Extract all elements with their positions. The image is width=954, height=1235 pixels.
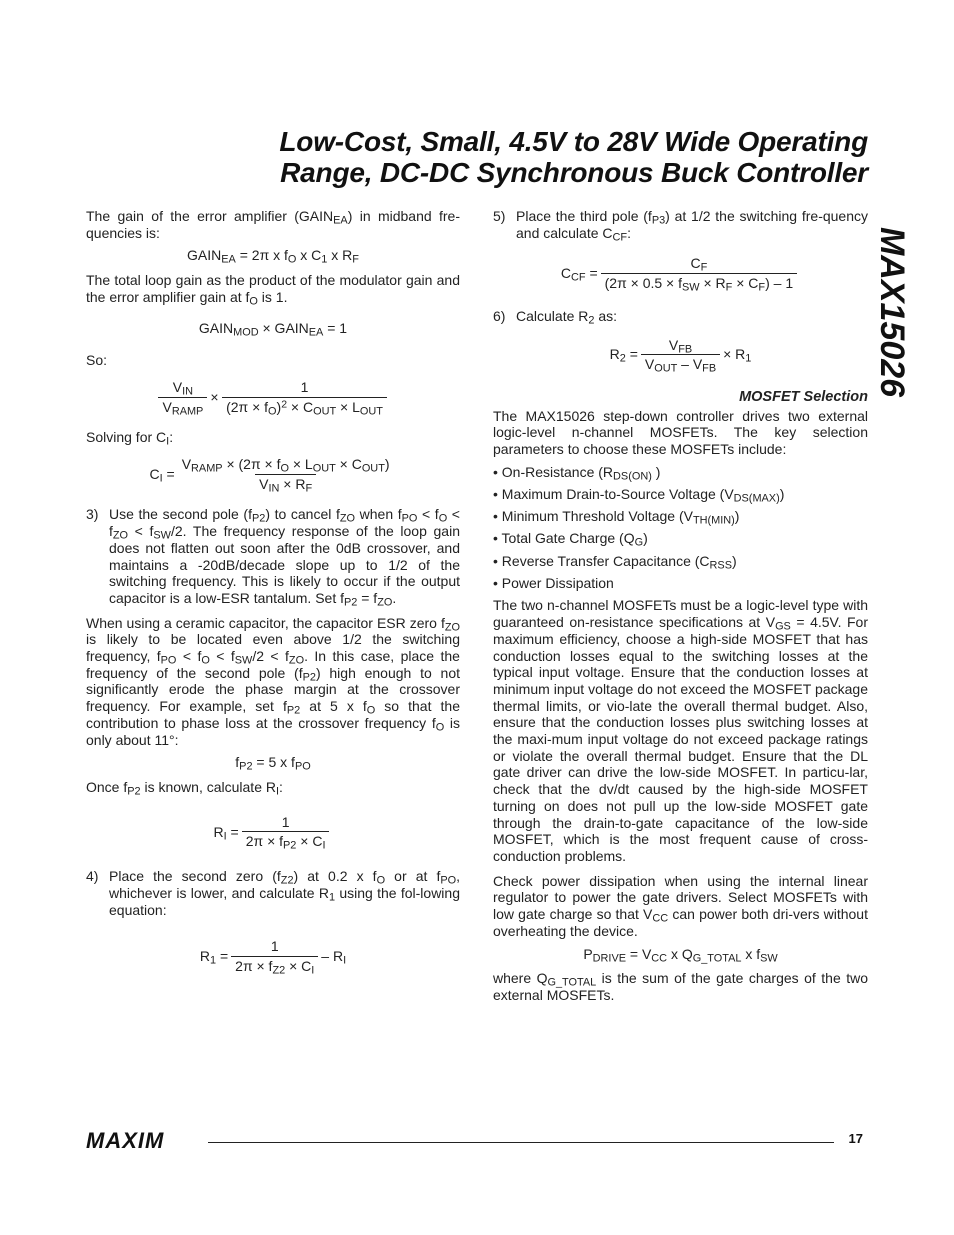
paragraph: So: (86, 352, 108, 369)
paragraph: where $Q_{G\_TOTAL}$ is the sum of the gate charges of the two external MOSFETs. (493, 970, 868, 1003)
page-title: Low-Cost, Small, 4.5V to 28V Wide Operating Range, DC-DC Synchronous Buck Controller (279, 126, 868, 188)
paragraph: Check power dissipation when using the internal linear regulator to power the gate drivers. Select MOSFETs with low gate charge so that $V_{CC}$ can power both dri-vers without overheating the device. (493, 872, 868, 939)
paragraph: Once $f_{P2}$ is known, calculate $R_I$: (86, 778, 283, 798)
equation-pdrive: $P_{DRIVE} = V_{CC}$ x $Q_{G\_TOTAL}$ x $f_{SW}$ (583, 945, 778, 965)
equation-fp2: $f_{P2} = 5$ x $f_{PO}$ (235, 754, 311, 773)
list-item: 5) Place the third pole $(f_{P3})$ at 1/2 the switching fre-quency and calculate $C_{CF}$: (493, 208, 869, 244)
equation-ci: $C_I$ = $\frac{V_{RAMP} \times (2\pi \times f_O \times L_{OUT} \times C_{OUT})}{V_{IN} \times R_F}$ (149, 456, 390, 495)
bullet-item: • Maximum Drain-to-Source Voltage $(V_{DS(MAX)})$ (493, 485, 785, 505)
equation-r1: $R_1$ = $\frac{1}{2\pi \times f_{Z2} \times C_I}$ – $R_I$ (199, 938, 347, 977)
paragraph: When using a ceramic capacitor, the capacitor ESR zero $f_{ZO}$ is likely to be located even above 1/2 the switching frequency, $f_{PO} < f_O < f_{SW}/2 < f_{ZO}$. In this case, place the frequency of the second pole $(f_{P2})$ high enough to not significantly erode the phase margin at the crossover frequency. For example, set $f_{P2}$ at 5 x $f_O$ so that the contribution to phase loss at the crossover frequency $f_O$ is only about 11°: (86, 614, 461, 748)
list-item: 4) Place the second zero $(f_{Z2})$ at 0.2 x $f_O$ or at $f_{PO}$, whichever is lower, and calculate $R_1$ using the fol-lowing equation: (86, 868, 461, 918)
equation-so: $\frac{V_{IN}}{V_{RAMP}}$ × $\frac{1}{(2\pi \times f_O)^2 \times C_{OUT} \times L_{OUT}}$ (86, 379, 460, 415)
maxim-logo: MAXIM (86, 1128, 165, 1153)
paragraph: Solving for $C_I$: (86, 429, 174, 449)
equation-r2: $R_2$ = $\frac{V_{FB}}{V_{OUT} - V_{FB}}$ × $R_1$ (609, 336, 752, 375)
equation-gain-ea: $GAIN_{EA} = 2\pi$ x $f_O$ x $C_1$ x $R_F$ (187, 247, 359, 267)
bullet-item: • Total Gate Charge $(Q_G)$ (493, 530, 648, 550)
footer-rule (208, 1142, 834, 1143)
page-number: 17 (848, 1131, 863, 1146)
right-column (493, 208, 868, 1010)
part-number-side-label: MAX15026 (873, 226, 911, 398)
bullet-item: • Power Dissipation (493, 574, 614, 591)
equation-ri: $R_I$ = $\frac{1}{2\pi \times f_{P2} \times C_I}$ (86, 814, 460, 850)
section-heading: MOSFET Selection (739, 388, 868, 405)
bullet-item: • Reverse Transfer Capacitance $(C_{RSS})$ (493, 552, 737, 572)
left-column (86, 208, 460, 975)
bullet-item: • On-Resistance ($R_{DS(ON)}$ ) (493, 463, 661, 483)
equation-loop-gain: $GAIN_{MOD}$ × $GAIN_{EA} = 1$ (198, 319, 348, 339)
list-item: 3) Use the second pole $(f_{P2})$ to cancel $f_{ZO}$ when $f_{PO} < f_O < f_{ZO} < f_{SW}/2$. The frequency response of the loop gain does not flatten out soon after the 0dB crossover, and maintains a -20dB/decade slope up to 1/2 of the switching frequency. This is likely to occur if the output capacitor is a low-ESR tantalum. Set $f_{P2} = f_{ZO}$. (86, 506, 460, 609)
bullet-item: • Minimum Threshold Voltage $(V_{TH(MIN)})$ (493, 508, 740, 527)
equation-ccf: $C_{CF}$ = $\frac{C_F}{(2\pi \times 0.5 \times f_{SW} \times R_F \times C_F) - 1}$ (493, 255, 868, 291)
paragraph: The gain of the error amplifier $(GAIN_{EA})$ in midband fre-quencies is: (86, 208, 460, 241)
paragraph: The total loop gain as the product of the modulator gain and the error amplifier gain at $f_O$ is 1. (86, 272, 460, 308)
paragraph: The two n-channel MOSFETs must be a logic-level type with guaranteed on-resistance specifications at $V_{GS} = 4.5V$. For maximum efficiency, choose a high-side MOSFET that has conduction losses equal to the switching losses at the typical input voltage. Ensure that the conduction losses at minimum input voltage do not exceed the MOSFET package thermal limits, or vio-late the overall thermal budget. Also, ensure that the conduction losses plus switching losses at the maxi-mum input voltage do not exceed package ratings or violate the overall thermal budget. Ensure that the DL gate driver can drive the low-side MOSFET. In particu-lar, check that the dv/dt caused by the high-side MOSFET turning on does not pull up the low-side MOSFET gate through the drain-to-gate capacitance of the low-side MOSFET, which is the most frequent cause of cross-conduction problems. (493, 597, 868, 864)
paragraph: The MAX15026 step-down controller drives two external logic-level n-channel MOSFETs. The key selection parameters to choose these MOSFETs include: (493, 407, 868, 458)
list-item: 6) Calculate $R_2$ as: (493, 307, 618, 327)
